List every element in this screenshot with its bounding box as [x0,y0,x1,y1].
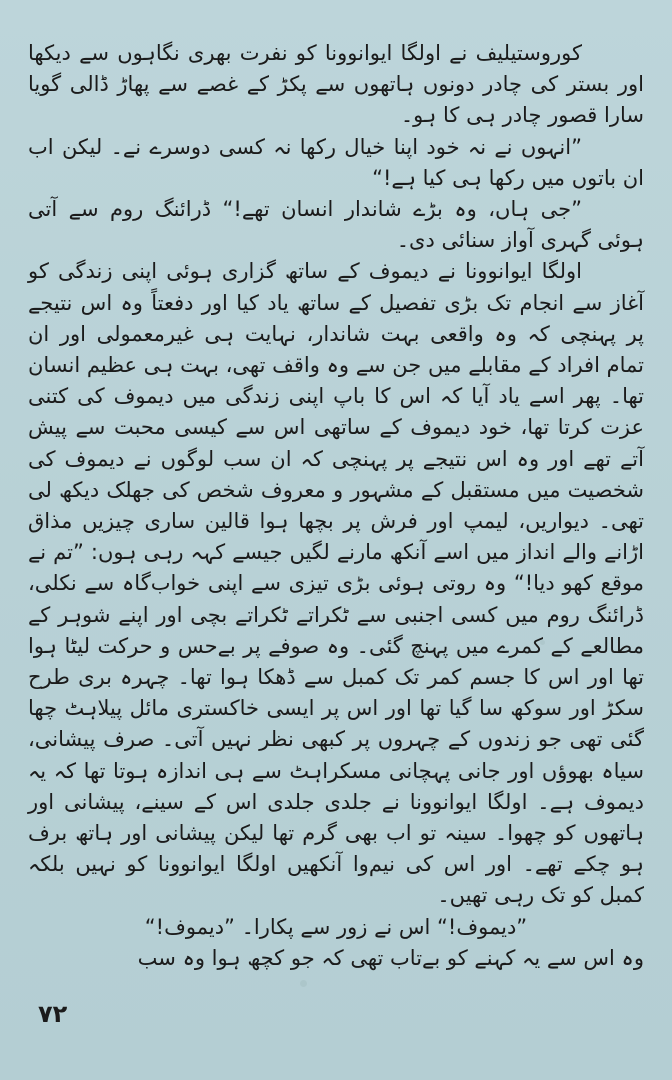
paper-speck [300,980,307,987]
paragraph-4: اولگا ایوانوونا نے دیموف کے ساتھ گزاری ہوئی اپنی زندگی کو آغاز سے انجام تک بڑی تفصیل کے ساتھ یاد کیا اور دفعتاً وہ اس نتیجے پر پہنچی کہ وہ واقعی بہت شاندار، نہایت ہی غیرمعمولی اور ان تمام افراد کے مقابلے میں جن سے وہ واقف تھی، بہت ہی عظیم انسان تھا۔ پھر اسے یاد آیا کہ اس کا باپ اپنی زندگی میں دیموف کی کتنی عزت کرتا تھا، خود دیموف کے ساتھی اس سے کیسی محبت سے پیش آتے تھے اور وہ اس نتیجے پر پہنچی کہ ان سب لوگوں نے دیموف کی شخصیت میں مستقبل کے مشہور و معروف شخص کی جھلک دیکھ لی تھی۔ دیواریں، لیمپ اور فرش پر بچھا ہوا قالین ساری چیزیں مذاق اڑانے والے انداز میں اسے آنکھ مارنے لگیں جیسے کہہ رہی ہوں: ”تم نے موقع کھو دیا!“ وہ روتی ہوئی بڑی تیزی سے اپنی خواب‌گاہ سے نکلی، ڈرائنگ روم میں کسی اجنبی سے ٹکراتے ٹکراتے بچی اور اپنے شوہر کے مطالعے کے کمرے میں پہنچ گئی۔ وہ صوفے پر بےحس و حرکت لیٹا ہوا تھا اور اس کا جسم کمر تک کمبل سے ڈھکا ہوا تھا۔ چہرہ بری طرح سکڑ اور سوکھ سا گیا تھا اور اس پر ایسی خاکستری مائل پیلاہٹ چھا گئی تھی جو زندوں کے چہروں پر کبھی نظر نہیں آتی۔ صرف پیشانی، سیاہ بھوؤں اور جانی پہچانی مسکراہٹ سے ہی اندازہ ہوتا تھا کہ یہ دیموف ہے۔ اولگا ایوانوونا نے جلدی جلدی اس کے سینے، پیشانی اور ہاتھوں کو چھوا۔ سینہ تو اب بھی گرم تھا لیکن پیشانی اور ہاتھ برف ہو چکے تھے۔ اور اس کی نیم‌وا آنکھیں اولگا ایوانوونا کو نہیں بلکہ کمبل کو تک رہی تھیں۔ [28,259,644,908]
body-text [28,38,644,974]
paragraph-3: ”جی ہاں، وہ بڑے شاندار انسان تھے!“ ڈرائنگ روم سے آتی ہوئی گہری آواز سنائی دی۔ [28,197,644,253]
paragraph-6: وہ اس سے یہ کہنے کو بےتاب تھی کہ جو کچھ ہوا وہ سب [137,945,644,970]
paragraph-1: کوروستیلیف نے اولگا ایوانوونا کو نفرت بھری نگاہوں سے دیکھا اور بستر کی چادر دونوں ہاتھوں سے پکڑ کے غصے سے پھاڑ ڈالی گویا سارا قصور چادر ہی کا ہو۔ [28,41,644,128]
paragraph-5: ”دیموف!“ اس نے زور سے پکارا۔ ”دیموف!“ [144,914,528,939]
page-number: ۷۲ [38,1000,68,1028]
paragraph-2: ”انہوں نے نہ خود اپنا خیال رکھا نہ کسی دوسرے نے۔ لیکن اب ان باتوں میں رکھا ہی کیا ہے!“ [28,134,644,190]
